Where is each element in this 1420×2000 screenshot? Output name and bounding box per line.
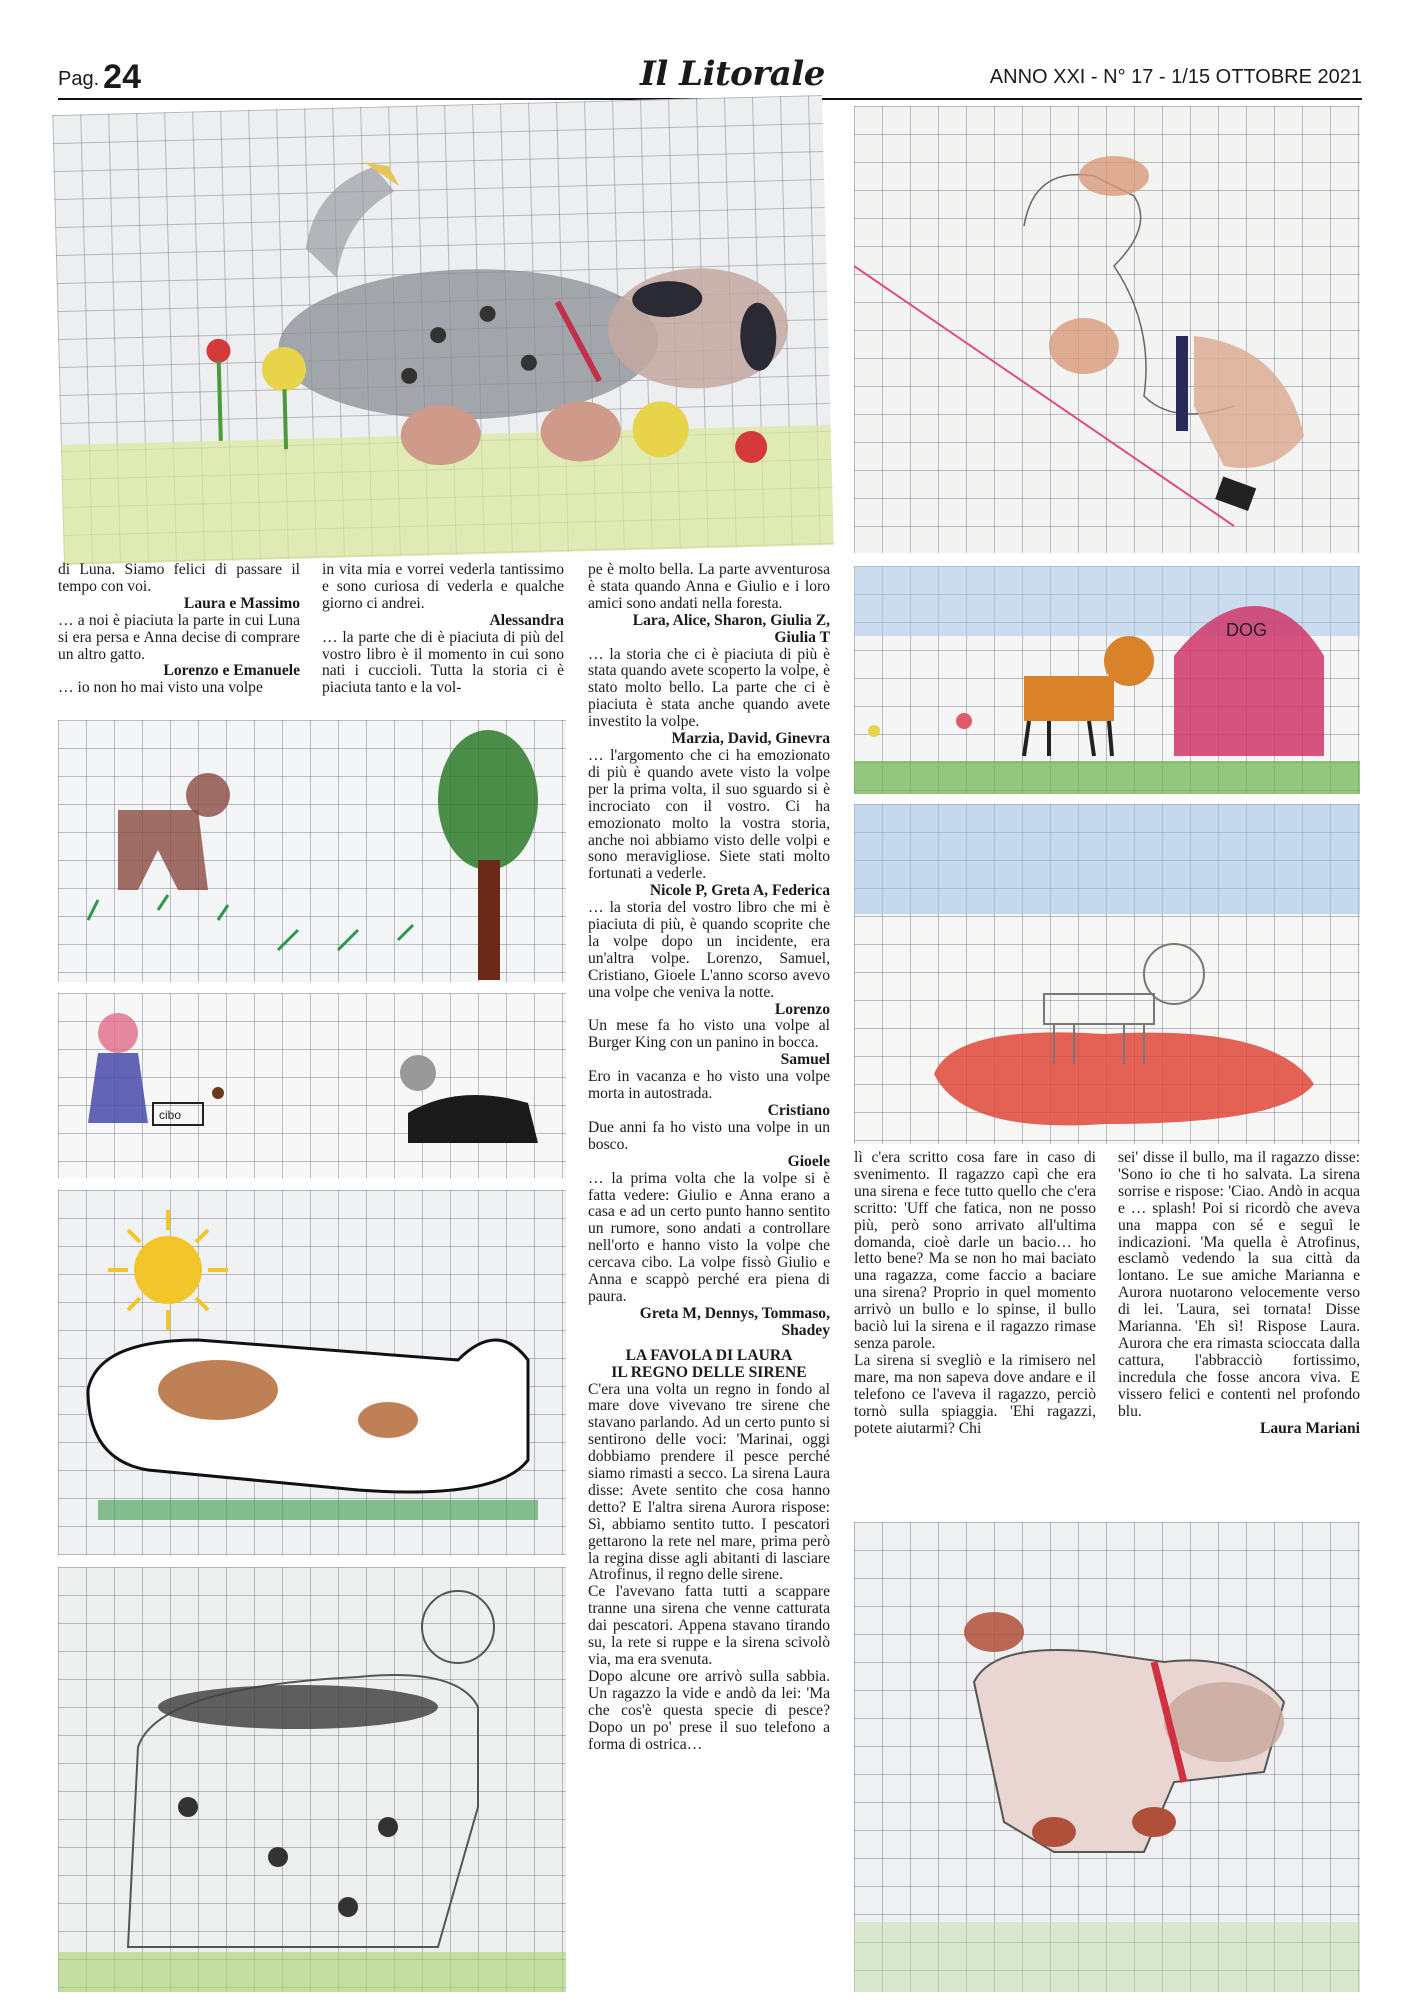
author-signature: Lorenzo (774, 1000, 830, 1018)
cat-svg (854, 804, 1360, 1144)
article-column-5: sei' disse il bullo, ma il ragazzo disse: 'Sono io che ti ho salvata. La sirena sorrise e rispose: 'Ciao. Andò in acqua e … splash! Poi si ricordò che aveva una mappa con sé e seguì le indicazioni. 'Ma quella è Atrofinus, esclamò vedendo la sua città da lontano. Le sue amiche Marianna e Aurora nuotarono velocemente verso di lei. 'Laura, sei tornata! Disse Marianna. 'Eh sì! Rispose Laura. Aurora che era rimasta scioccata dalla cattura, l'abbracciò fortissimo, incredula che fosse ancora viva. E vissero felici e contenti nel profondo blu. Laura Mariani (1118, 1149, 1360, 1437)
drawing-dog-doghouse (854, 566, 1360, 794)
food-bowl-label: cibo (159, 1108, 182, 1122)
newspaper-title: Il Litorale (640, 54, 825, 94)
drawing-dog-red-collar (854, 1522, 1360, 1992)
article-column-2: in vita mia e vorrei vederla tantissimo e sono curiosa di vederla e qualche giorno ci andrei. Alessandra … la parte che di è piaciuta di più del vostro libro è il momento in cui sono nati i cuccioli. Tutta la storia ci è piaciuta tanto e la vol- (322, 561, 564, 697)
author-signature: Nicole P, Greta A, Federica (649, 882, 830, 900)
author-signature: Marzia, David, Ginevra (671, 730, 830, 748)
author-signature: Lorenzo e Emanuele (163, 662, 300, 680)
drawing-cat-red-rug (854, 804, 1360, 1144)
author-signature: Alessandra (489, 611, 564, 629)
story-subtitle: IL REGNO DELLE SIRENE (611, 1363, 807, 1381)
author-signature: Lara, Alice, Sharon, Giulia Z, Giulia T (632, 611, 830, 646)
drawing-dog-on-leash (854, 106, 1360, 553)
story-title: LA FAVOLA DI LAURA (625, 1346, 793, 1364)
collar-dog-svg (854, 1522, 1360, 1992)
doghouse-svg (854, 566, 1360, 794)
large-dog-svg (58, 1567, 566, 1992)
author-signature: Greta M, Dennys, Tommaso, Shadey (639, 1304, 830, 1339)
tree-svg (58, 720, 566, 982)
drawing-spotted-dog-flowers (52, 95, 834, 565)
sun-dog-svg (58, 1190, 566, 1555)
girl-svg (58, 993, 566, 1178)
doghouse-label: DOG (1226, 620, 1268, 640)
author-signature: Cristiano (767, 1102, 830, 1119)
author-signature: Laura Mariani (1259, 1419, 1360, 1437)
issue-info: ANNO XXI - N° 17 - 1/15 OTTOBRE 2021 (989, 66, 1362, 88)
page-number: Pag. 24 (58, 58, 141, 96)
dog-drawing-svg (52, 95, 834, 565)
leash-dog-svg (854, 106, 1360, 553)
drawing-large-spotted-dog (58, 1567, 566, 1992)
article-column-1: di Luna. Siamo felici di passare il tempo con voi. Laura e Massimo … a noi è piaciuta la parte in cui Luna si era persa e Anna decise di comprare un altro gatto. Lorenzo e Emanuele … io non ho mai visto una volpe (58, 561, 300, 697)
article-column-3: pe è molto bella. La parte avventurosa è stata quando Anna e Giulio e i loro amici sono andati nella foresta. Lara, Alice, Sharon, Giulia Z, Giulia T … la storia che ci è piaciuta di più è stata quando avete scoperto la volpe, è stato molto bello. La parte che ci è piaciuta è stata anche quando avete investito la volpe. Marzia, David, Ginevra … l'argomento che ci ha emozionato di più è quando avete visto la volpe per la prima volta, il suo sguardo si è incrociato con il vostro. Ci ha emozionato molto la vostra storia, anche noi abbiamo visto delle volpi e sono meravigliose. Siete stati molto fortunati a vederle. Nicole P, Greta A, Federica … la storia del vostro libro che mi è piaciuta di più, è quando scoprite che la volpe dopo un incidente, era un'altra volpe. Lorenzo, Samuel, Cristiano, Gioele L'anno scorso avevo una volpe che veniva la notte. Lorenzo Un mese fa ho visto una volpe al Burger King con un panino in bocca. Samuel Ero in vacanza e ho visto una volpe morta in autostrada. Cristiano Due anni fa ho visto una volpe in un bosco. Gioele … la prima volta che la volpe si è fatta vedere: Giulio e Anna erano a casa e ad un certo punto hanno sentito un rumore, sono andati a controllare nell'orto e hanno visto la volpe che cercava cibo. La volpe fissò Giulio e Anna e scappò perché era piena di paura. Greta M, Dennys, Tommaso, Shadey LA FAVOLA DI LAURA IL REGNO DELLE SIRENE C'era una volta un regno in fondo al mare dove vivevano tre sirene che stavano parlando. Ad un certo punto si sentirono delle voci: 'Marinai, oggi dobbiamo prendere il pesce perché siamo rimasti a secco. La sirena Laura disse: Avete sentito che cosa hanno detto? E l'altra sirena Aurora rispose: Sì, abbiamo sentito tutto. I pescatori gettarono la rete nel mare, prima però la regina disse agli abitanti di lasciare Atrofinus, il regno delle sirene. Ce l'avevano fatta tutti a scappare tranne una sirena che venne catturata dai pescatori. Appena stavano tirando su, la rete si ruppe e la sirena scivolò via, ma era svenuta. Dopo alcune ore arrivò sulla sabbia. Un ragazzo la vide e andò da lei: 'Ma che cos'è questa specie di pesce? Dopo un po' prese il suo telefono a forma di ostrica… (588, 561, 830, 1753)
drawing-girl-dog-bowl (58, 993, 566, 1178)
author-signature: Gioele (787, 1152, 830, 1170)
drawing-animal-tree (58, 720, 566, 982)
drawing-dog-with-sun (58, 1190, 566, 1555)
article-column-4: lì c'era scritto cosa fare in caso di svenimento. Il ragazzo capì che era una sirena e fece tutto quello che c'era scritto: 'Uff che fatica, non ne posso più, però sono arrivato all'ultima domanda, cioè darle un bacio… ho letto bene? Ma se non ho mai baciato una ragazza, come faccio a baciare una sirena? Proprio in quel momento arrivò un bullo e lo spinse, il bullo baciò lui la sirena e il ragazzo rimase senza parole. La sirena si svegliò e la rimisero nel mare, ma non sapeva dove andare e il telefono ce l'aveva il ragazzo, perciò tornò sulla spiaggia. 'Ehi ragazzi, potete aiutarmi? Chi (854, 1149, 1096, 1437)
author-signature: Laura e Massimo (183, 594, 300, 612)
author-signature: Samuel (780, 1051, 830, 1069)
